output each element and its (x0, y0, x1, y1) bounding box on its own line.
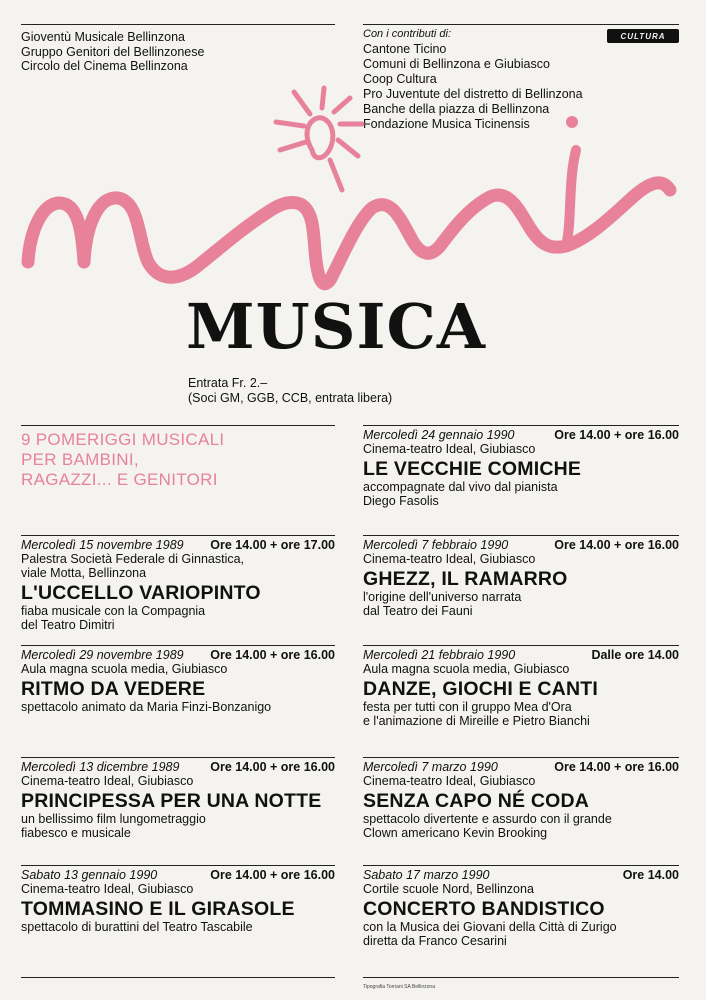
event-description: del Teatro Dimitri (21, 618, 115, 632)
event-venue: Cinema-teatro Ideal, Giubiasco (363, 552, 536, 566)
event-card (363, 428, 679, 508)
bottom-rule-left (21, 977, 335, 978)
event-date: Sabato 17 marzo 1990 (363, 868, 490, 882)
event-description: un bellissimo film lungometraggio (21, 812, 206, 826)
event-venue: Palestra Società Federale di Ginnastica, (21, 552, 245, 566)
event-card (21, 760, 335, 840)
entry-members: (Soci GM, GGB, CCB, entrata libera) (188, 391, 393, 405)
entry-price: Entrata Fr. 2.– (188, 376, 268, 390)
event-date: Sabato 13 gennaio 1990 (21, 868, 158, 882)
event-title: RITMO DA VEDERE (21, 678, 206, 700)
event-time: Ore 14.00 + ore 16.00 (210, 868, 335, 882)
event-title: SENZA CAPO NÉ CODA (363, 790, 590, 812)
event-venue: Aula magna scuola media, Giubiasco (363, 662, 570, 676)
event-title: DANZE, GIOCHI E CANTI (363, 678, 598, 700)
event-time: Ore 14.00 + ore 16.00 (554, 760, 679, 774)
event-rule (363, 535, 679, 536)
event-description: spettacolo animato da Maria Finzi-Bonzanigo (21, 700, 272, 714)
event-description: dal Teatro dei Fauni (363, 604, 473, 618)
entry-info (188, 376, 392, 406)
event-time: Ore 14.00 + ore 16.00 (210, 760, 335, 774)
contributor: Pro Juventute del distretto di Bellinzona (363, 87, 583, 101)
logo-text: CULTURA (620, 31, 666, 41)
organizer: Gruppo Genitori del Bellinzonese (21, 44, 205, 59)
event-title: GHEZZ, IL RAMARRO (363, 568, 568, 590)
event-card (363, 648, 679, 728)
event-description: accompagnate dal vivo dal pianista (363, 480, 558, 494)
contributors-lead: Con i contributi di: (363, 28, 452, 40)
event-time: Ore 14.00 + ore 16.00 (554, 538, 679, 552)
event-venue: Cinema-teatro Ideal, Giubiasco (363, 442, 536, 456)
event-venue: Cinema-teatro Ideal, Giubiasco (21, 774, 194, 788)
event-description: con la Musica dei Giovani della Città di Zurigo (363, 920, 617, 934)
event-time: Ore 14.00 + ore 17.00 (210, 538, 335, 552)
event-date: Mercoledì 29 novembre 1989 (21, 648, 184, 662)
event-venue: Cinema-teatro Ideal, Giubiasco (21, 882, 194, 896)
tagline-line: RAGAZZI... E GENITORI (21, 470, 218, 489)
event-description: festa per tutti con il gruppo Mea d'Ora (363, 700, 572, 714)
event-date: Mercoledì 21 febbraio 1990 (363, 648, 516, 662)
event-description: l'origine dell'universo narrata (363, 590, 522, 604)
event-time: Ore 14.00 + ore 16.00 (210, 648, 335, 662)
event-rule (363, 757, 679, 758)
event-venue: viale Motta, Bellinzona (21, 566, 147, 580)
event-rule (363, 425, 679, 426)
bottom-rule-right (363, 977, 679, 978)
event-title: L'UCCELLO VARIOPINTO (21, 582, 261, 604)
tagline-line: PER BAMBINI, (21, 450, 139, 469)
event-card (21, 538, 335, 632)
event-rule (363, 645, 679, 646)
event-description: Clown americano Kevin Brooking (363, 826, 548, 840)
mini-script-logo (0, 0, 706, 300)
event-venue: Cortile scuole Nord, Bellinzona (363, 882, 534, 896)
event-venue: Aula magna scuola media, Giubiasco (21, 662, 228, 676)
event-date: Mercoledì 7 febbraio 1990 (363, 538, 509, 552)
event-rule (21, 535, 335, 536)
event-card (363, 760, 679, 840)
event-description: spettacolo divertente e assurdo con il grande (363, 812, 612, 826)
event-title: PRINCIPESSA PER UNA NOTTE (21, 790, 322, 812)
event-description: spettacolo di burattini del Teatro Tascabile (21, 920, 253, 934)
event-rule (21, 757, 335, 758)
contributor: Coop Cultura (363, 72, 437, 86)
event-rule (21, 865, 335, 866)
contributor: Fondazione Musica Ticinensis (363, 117, 530, 131)
event-date: Mercoledì 24 gennaio 1990 (363, 428, 515, 442)
event-description: diretta da Franco Cesarini (363, 934, 507, 948)
event-date: Mercoledì 7 marzo 1990 (363, 760, 498, 774)
organizer: Circolo del Cinema Bellinzona (21, 59, 188, 73)
event-rule (21, 645, 335, 646)
event-card (21, 868, 335, 934)
main-title: MUSICA (186, 290, 486, 363)
tagline-line: 9 POMERIGGI MUSICALI (21, 430, 225, 449)
event-card (21, 648, 335, 714)
event-time: Ore 14.00 (622, 868, 679, 882)
event-description: fiaba musicale con la Compagnia (21, 604, 206, 618)
event-description: e l'animazione di Mireille e Pietro Bianchi (363, 714, 590, 728)
event-card (363, 538, 679, 618)
organizer: Gioventù Musicale Bellinzona (21, 30, 185, 44)
event-description: fiabesco e musicale (21, 826, 131, 840)
tagline-rule (21, 425, 335, 426)
tagline (21, 430, 341, 490)
event-title: LE VECCHIE COMICHE (363, 458, 582, 480)
contributor: Cantone Ticino (363, 42, 447, 56)
printer-credit: Tipografia Torriani SA Bellinzona (363, 984, 435, 990)
event-rule (363, 865, 679, 866)
contributor: Comuni di Bellinzona e Giubiasco (363, 57, 550, 71)
event-date: Mercoledì 13 dicembre 1989 (21, 760, 180, 774)
event-date: Mercoledì 15 novembre 1989 (21, 538, 184, 552)
event-time: Dalle ore 14.00 (591, 648, 679, 662)
event-card (363, 868, 679, 948)
event-venue: Cinema-teatro Ideal, Giubiasco (363, 774, 536, 788)
event-description: Diego Fasolis (363, 494, 439, 508)
event-time: Ore 14.00 + ore 16.00 (554, 428, 679, 442)
event-title: CONCERTO BANDISTICO (363, 898, 605, 920)
contributor: Banche della piazza di Bellinzona (363, 102, 550, 116)
event-title: TOMMASINO E IL GIRASOLE (21, 898, 295, 920)
